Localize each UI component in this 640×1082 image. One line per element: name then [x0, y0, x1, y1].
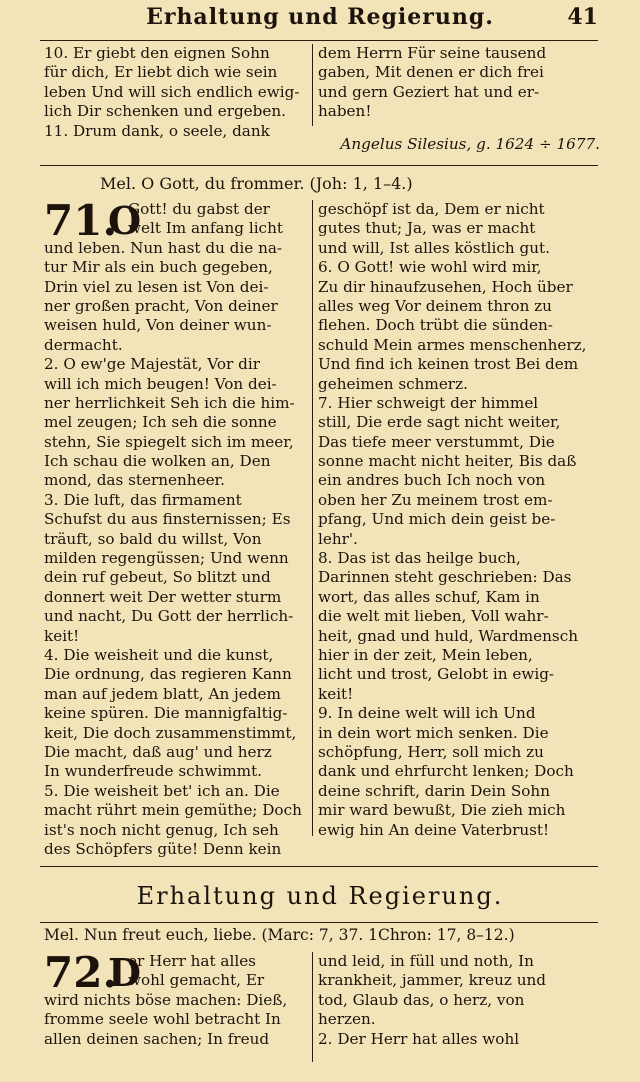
section-rule-2: [40, 866, 598, 867]
text-line: ner großen pracht, Von deiner: [44, 296, 278, 315]
text-line: und will, Ist alles köstlich gut.: [318, 238, 550, 257]
text-line: dein ruf gebeut, So blitzt und: [44, 568, 271, 587]
text-line: in dein wort mich senken. Die: [318, 723, 549, 742]
text-line: des Schöpfers güte! Denn kein: [44, 839, 282, 858]
section-rule-1: [40, 165, 598, 166]
text-line: und leid, in füll und noth, In: [318, 952, 534, 970]
text-line: schuld Mein armes menschenherz,: [318, 335, 587, 354]
text-line: haben!: [318, 102, 372, 121]
text-line: er Herr hat alles: [128, 952, 256, 970]
text-line: donnert weit Der wetter sturm: [44, 587, 282, 606]
text-line: mel zeugen; Ich seh die sonne: [44, 413, 277, 432]
text-line: tod, Glaub das, o herz, von: [318, 990, 525, 1009]
text-line: ner herrlichkeit Seh ich die him-: [44, 393, 295, 412]
text-line: tur Mir als ein buch gegeben,: [44, 258, 273, 277]
text-line: leben Und will sich endlich ewig-: [44, 82, 300, 101]
text-line: 11. Drum dank, o seele, dank: [44, 121, 270, 140]
text-line: Darinnen steht geschrieben: Das: [318, 568, 572, 587]
attribution: Angelus Silesius, g. 1624 ÷ 1677.: [340, 135, 600, 153]
running-title: Erhaltung und Regierung.: [146, 4, 494, 30]
text-line: Drin viel zu lesen ist Von dei-: [44, 277, 269, 296]
section-title: Erhaltung und Regierung.: [136, 882, 504, 910]
text-line: heit, gnad und huld, Wardmensch: [318, 626, 578, 645]
text-line: 4. Die weisheit und die kunst,: [44, 645, 274, 664]
text-line: fromme seele wohl betracht In: [44, 1010, 281, 1029]
text-line: und nacht, Du Gott der herrlich-: [44, 607, 294, 626]
text-line: schöpfung, Herr, soll mich zu: [318, 742, 544, 761]
text-line: keine spüren. Die mannigfaltig-: [44, 704, 288, 723]
text-line: lich Dir schenken und ergeben.: [44, 102, 286, 121]
text-line: für dich, Er liebt dich wie sein: [44, 63, 278, 82]
text-line: 8. Das ist das heilge buch,: [318, 549, 521, 568]
hymn71-initial: O: [108, 198, 142, 243]
hymn72-initial: D: [108, 950, 141, 995]
text-line: 6. O Gott! wie wohl wird mir,: [318, 258, 542, 277]
text-line: herzen.: [318, 1010, 376, 1029]
hymn71-number: 71.: [44, 196, 118, 245]
text-line: Gott! du gabst der: [128, 200, 270, 218]
top-right-column: [318, 44, 580, 122]
text-line: pfang, Und mich dein geist be-: [318, 510, 556, 529]
header-rule: [40, 40, 598, 41]
text-line: dank und ehrfurcht lenken; Doch: [318, 762, 574, 781]
text-line: still, Die erde sagt nicht weiter,: [318, 413, 561, 432]
text-line: 5. Die weisheit bet' ich an. Die: [44, 781, 280, 800]
text-line: Das tiefe meer verstummt, Die: [318, 432, 555, 451]
hymn72-column-divider: [312, 952, 313, 1062]
text-line: dermacht.: [44, 335, 123, 354]
hymn72-number: 72.: [44, 948, 118, 997]
text-line: Ich schau die wolken an, Den: [44, 452, 271, 471]
text-line: träuft, so bald du willst, Von: [44, 529, 262, 548]
hymn71-melody: Mel. O Gott, du frommer. (Joh: 1, 1–4.): [100, 174, 413, 193]
text-line: milden regengüssen; Und wenn: [44, 549, 289, 568]
text-line: 2. Der Herr hat alles wohl: [318, 1029, 520, 1048]
text-line: allen deinen sachen; In freud: [44, 1029, 270, 1048]
text-line: keit!: [318, 684, 354, 703]
text-line: geschöpf ist da, Dem er nicht: [318, 200, 545, 218]
page-number: 41: [567, 4, 598, 30]
text-line: Die ordnung, das regieren Kann: [44, 665, 292, 684]
hymn71-right-column: [318, 200, 587, 840]
hymn71-left-column: [44, 196, 308, 859]
text-line: Die macht, daß aug' und herz: [44, 742, 272, 761]
text-line: Schufst du aus finsternissen; Es: [44, 510, 291, 529]
text-line: weisen huld, Von deiner wun-: [44, 316, 272, 335]
text-line: 9. In deine welt will ich Und: [318, 704, 536, 723]
text-line: welt Im anfang licht: [128, 219, 283, 238]
text-line: deine schrift, darin Dein Sohn: [318, 781, 550, 800]
text-line: stehn, Sie spiegelt sich im meer,: [44, 432, 294, 451]
text-line: 2. O ew'ge Majestät, Vor dir: [44, 355, 260, 374]
text-line: krankheit, jammer, kreuz und: [318, 971, 547, 990]
section-rule-3: [40, 922, 598, 923]
text-line: hier in der zeit, Mein leben,: [318, 645, 533, 664]
text-line: man auf jedem blatt, An jedem: [44, 684, 281, 703]
hymn72-melody: Mel. Nun freut euch, liebe. (Marc: 7, 37. 1Chron: 17, 8–12.): [44, 926, 515, 944]
text-line: wohl gemacht, Er: [128, 971, 265, 990]
text-line: lehr'.: [318, 529, 358, 548]
text-line: alles weg Vor deinem thron zu: [318, 296, 552, 315]
text-line: flehen. Doch trübt die sünden-: [318, 316, 553, 335]
text-line: ist's noch nicht genug, Ich seh: [44, 820, 279, 839]
text-line: und gern Geziert hat und er-: [318, 82, 540, 101]
text-line: In wunderfreude schwimmt.: [44, 762, 263, 781]
text-line: wird nichts böse machen: Dieß,: [44, 990, 288, 1009]
text-line: licht und trost, Gelobt in ewig-: [318, 665, 555, 684]
text-line: 10. Er giebt den eignen Sohn: [44, 44, 270, 62]
text-line: ein andres buch Ich noch von: [318, 471, 546, 490]
text-line: und leben. Nun hast du die na-: [44, 238, 283, 257]
text-line: macht rührt mein gemüthe; Doch: [44, 801, 302, 820]
text-line: Und find ich keinen trost Bei dem: [318, 355, 579, 374]
text-line: oben her Zu meinem trost em-: [318, 490, 553, 509]
text-line: dem Herrn Für seine tausend: [318, 44, 547, 62]
text-line: will ich mich beugen! Von dei-: [44, 374, 277, 393]
text-line: mond, das sternenheer.: [44, 471, 225, 490]
text-line: mir ward bewußt, Die zieh mich: [318, 801, 566, 820]
text-line: keit!: [44, 626, 80, 645]
text-line: 3. Die luft, das firmament: [44, 490, 242, 509]
text-line: keit, Die doch zusammenstimmt,: [44, 723, 297, 742]
text-line: gutes thut; Ja, was er macht: [318, 219, 536, 238]
text-line: die welt mit lieben, Voll wahr-: [318, 607, 549, 626]
hymn72-left-column: [44, 948, 308, 1049]
text-line: 7. Hier schweigt der himmel: [318, 393, 539, 412]
text-line: sonne macht nicht heiter, Bis daß: [318, 452, 577, 471]
text-line: wort, das alles schuf, Kam in: [318, 587, 540, 606]
text-line: Zu dir hinaufzusehen, Hoch über: [318, 277, 573, 296]
text-line: ewig hin An deine Vaterbrust!: [318, 820, 550, 839]
text-line: gaben, Mit denen er dich frei: [318, 63, 544, 82]
hymn72-right-column: [318, 952, 580, 1049]
top-column-divider: [312, 44, 313, 126]
text-line: geheimen schmerz.: [318, 374, 468, 393]
hymn71-column-divider: [312, 200, 313, 836]
page-header: [0, 0, 640, 40]
top-left-column: [44, 44, 308, 141]
